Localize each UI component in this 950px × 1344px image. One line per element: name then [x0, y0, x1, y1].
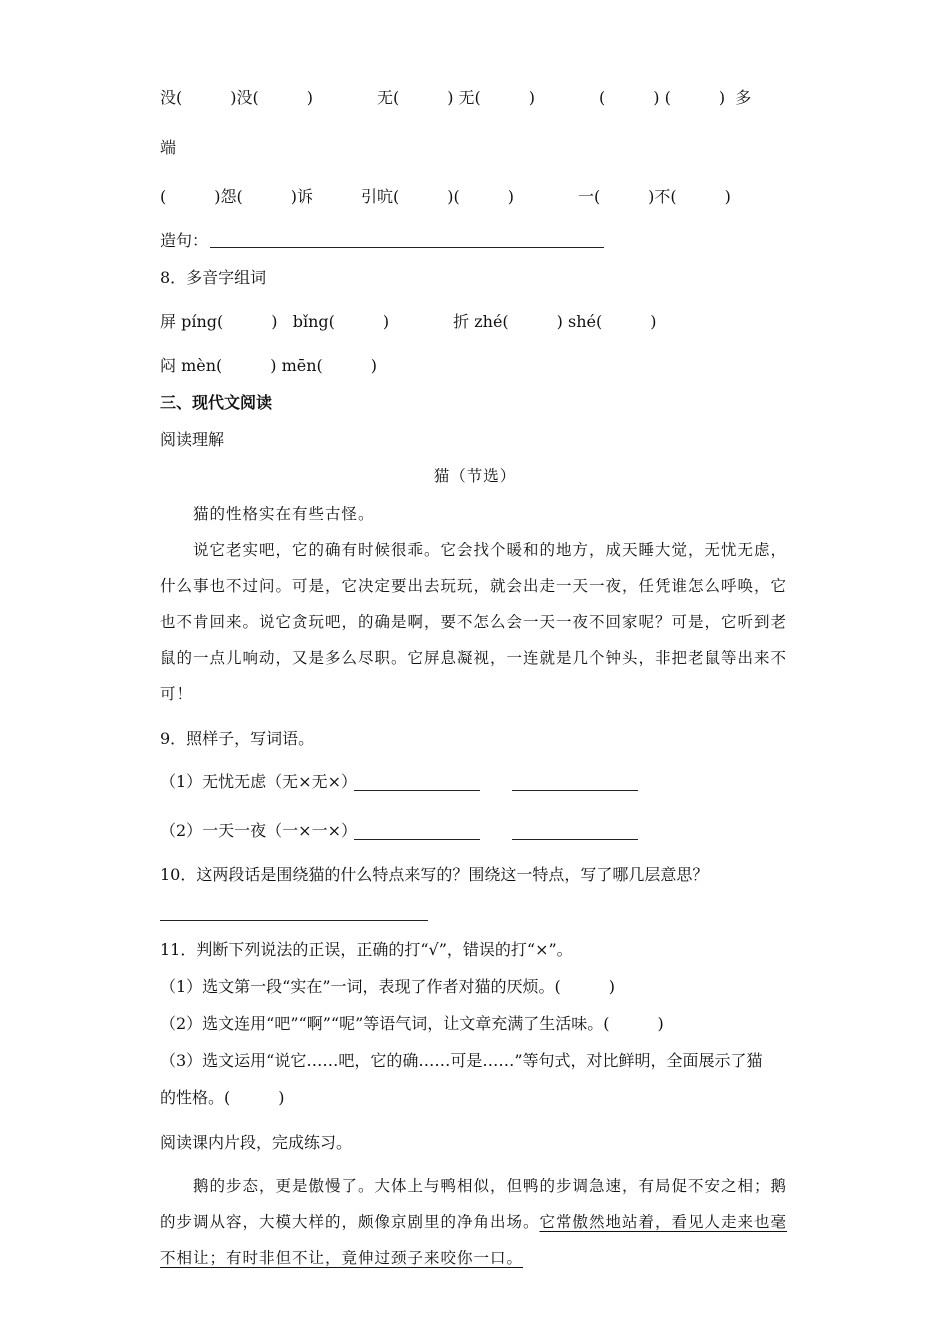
- q9-item-1-answer-2[interactable]: [512, 790, 638, 791]
- q11-item-2: （2）选文连用“吧”“啊”“呢”等语气词，让文章充满了生活味。( ): [160, 1014, 664, 1033]
- passage-goose-underlined: 它常傲然地站着，看见人走来也毫不相让；有时非但不让，竟伸过颈子来咬你一口。: [160, 1213, 788, 1267]
- q9-item-1-answer-1[interactable]: [354, 790, 480, 791]
- q10-answer-line[interactable]: [160, 920, 428, 921]
- q9-item-2: （2）一天一夜（一×一×）: [160, 821, 357, 840]
- q7-row2: ( )怨( )诉 引吭( )( ) 一( )不( ): [160, 187, 731, 206]
- q8-title: 8．多音字组词: [160, 268, 267, 287]
- q8-row1: 屏 píng( ) bǐng( ) 折 zhé( ) shé( ): [160, 312, 657, 331]
- q7-sentence-label: 造句：: [160, 231, 209, 250]
- q7-sentence-answer-line[interactable]: [210, 247, 604, 248]
- q9-item-2-answer-2[interactable]: [512, 839, 638, 840]
- q9-title: 9．照样子，写词语。: [160, 729, 315, 748]
- passage-goose-plain: 鹅的步态，更是傲慢了。大体上与鸭相似，但鸭的步调急速，有局促不安之相；鹅的步调从容，大模大样的，颇像京剧里的净角出场。: [160, 1177, 788, 1231]
- q7-row1-continuation: 端: [160, 138, 177, 157]
- passage-cat: [160, 496, 792, 712]
- section-subheading: 阅读理解: [160, 430, 225, 449]
- q8-row2: 闷 mèn( ) mēn( ): [160, 356, 378, 375]
- passage-paragraph-2: 说它老实吧，它的确有时候很乖。它会找个暖和的地方，成天睡大觉，无忧无虑，什么事也不过问。可是，它决定要出去玩玩，就会出走一天一夜，任凭谁怎么呼唤，它也不肯回来。说它贪玩吧，的确是啊，要不怎么会一天一夜不回家呢？可是，它听到老鼠的一点儿响动，又是多么尽职。它屏息凝视，一连就是几个钟头，非把老鼠等出来不可！: [160, 541, 788, 703]
- passage-title: 猫（节选）: [433, 467, 517, 485]
- q11-title: 11．判断下列说法的正误，正确的打“√”，错误的打“×”。: [160, 940, 573, 959]
- q10-title: 10．这两段话是围绕猫的什么特点来写的？围绕这一特点，写了哪几层意思？: [160, 865, 709, 884]
- q11-item-3-continuation: 的性格。( ): [160, 1088, 285, 1107]
- q7-row1: 没( )没( ) 无( ) 无( ) ( ) ( ) 多: [160, 88, 752, 107]
- section-heading: 三、现代文阅读: [160, 393, 273, 412]
- passage-paragraph-1: 猫的性格实在有些古怪。: [193, 505, 375, 523]
- q11-item-3: （3）选文运用“说它……吧，它的确……可是……”等句式，对比鲜明，全面展示了猫: [160, 1051, 763, 1070]
- q11-item-1: （1）选文第一段“实在”一词，表现了作者对猫的厌烦。( ): [160, 977, 616, 996]
- passage-goose-paragraph: [160, 1168, 792, 1276]
- passage-goose: [160, 1168, 792, 1276]
- q9-item-1: （1）无忧无虑（无×无×）: [160, 772, 357, 791]
- q9-item-2-answer-1[interactable]: [354, 839, 480, 840]
- reading2-intro: 阅读课内片段，完成练习。: [160, 1133, 353, 1152]
